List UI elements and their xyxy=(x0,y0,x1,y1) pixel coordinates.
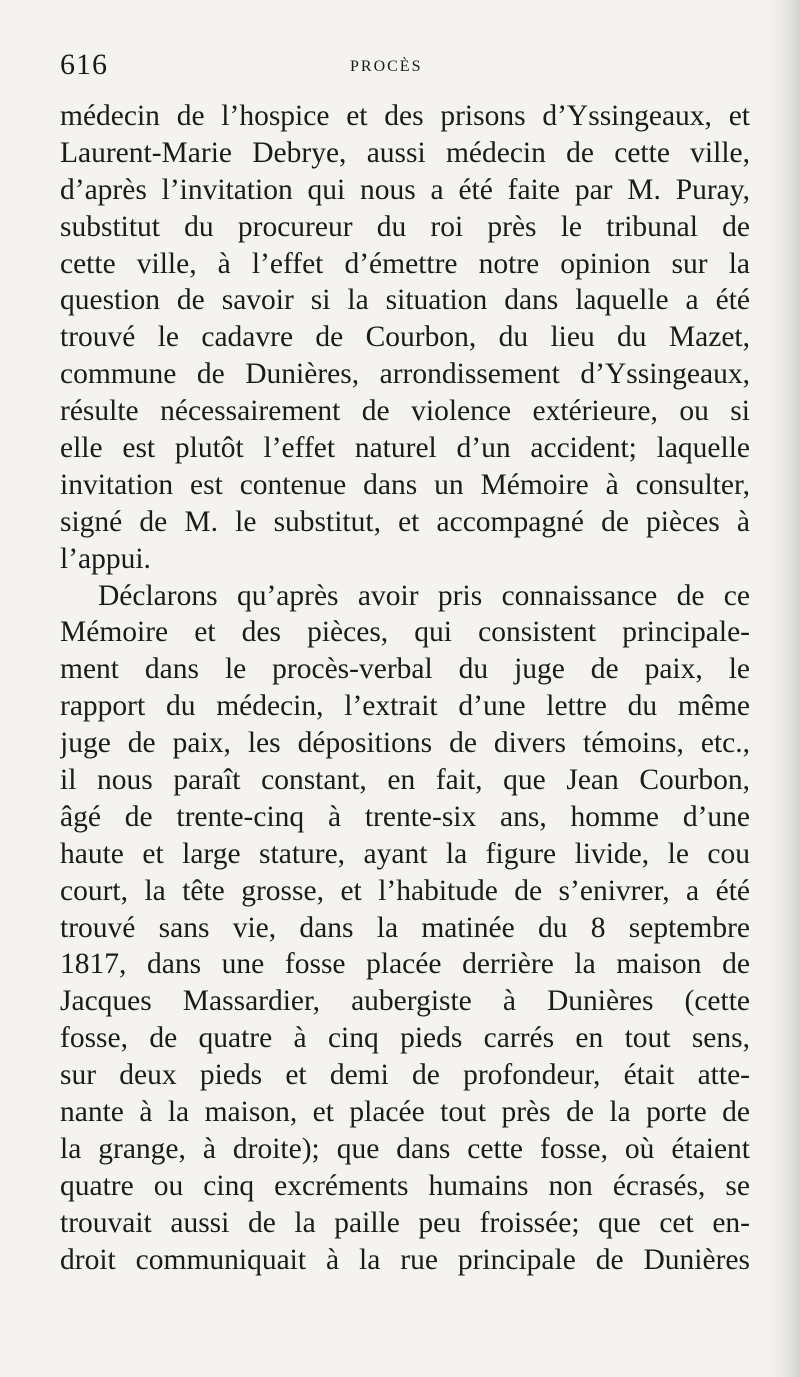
text-line: elle est plutôt l’effet naturel d’un accident; laquelle xyxy=(60,432,750,465)
text-line: il nous paraît constant, en fait, que Jean Courbon, xyxy=(60,764,750,797)
text-line: médecin de l’hospice et des prisons d’Yssingeaux, et xyxy=(60,100,750,132)
text-line: la grange, à droite); que dans cette fosse, où étaient xyxy=(60,1132,750,1165)
text-line: quatre ou cinq excréments humains non écrasés, se xyxy=(60,1169,750,1202)
text-line: Laurent-Marie Debrye, aussi médecin de cette ville, xyxy=(60,136,750,169)
body-text xyxy=(60,98,750,1279)
text-line: substitut du procureur du roi près le tribunal de xyxy=(60,210,750,243)
text-line: nante à la maison, et placée tout près de la porte de xyxy=(60,1096,750,1129)
text-line: 1817, dans une fosse placée derrière la maison de xyxy=(60,948,750,981)
text-line: résulte nécessairement de violence extérieure, ou si xyxy=(60,395,750,428)
text-line: ment dans le procès-verbal du juge de paix, le xyxy=(60,653,750,686)
text-line: cette ville, à l’effet d’émettre notre opinion sur la xyxy=(60,247,750,280)
text-line: invitation est contenue dans un Mémoire à consulter, xyxy=(60,468,750,501)
text-line: d’après l’invitation qui nous a été faite par M. Puray, xyxy=(60,173,750,206)
text-line: court, la tête grosse, et l’habitude de s’enivrer, a été xyxy=(60,874,750,907)
text-line: l’appui. xyxy=(60,542,151,575)
text-line: trouvait aussi de la paille peu froissée; que cet en- xyxy=(60,1206,750,1239)
text-line: rapport du médecin, l’extrait d’une lettre du même xyxy=(60,690,750,723)
text-line: question de savoir si la situation dans laquelle a été xyxy=(60,284,750,317)
text-line: âgé de trente-cinq à trente-six ans, homme d’une xyxy=(60,800,750,833)
gutter-shadow xyxy=(770,0,800,1377)
text-line: juge de paix, les dépositions de divers témoins, etc., xyxy=(60,727,750,760)
page-number: 616 xyxy=(60,48,108,81)
text-line: signé de M. le substitut, et accompagné de pièces à xyxy=(60,505,750,538)
text-line: trouvé le cadavre de Courbon, du lieu du Mazet, xyxy=(60,321,750,354)
page-header xyxy=(60,48,750,88)
text-line: Jacques Massardier, aubergiste à Dunières (cette xyxy=(60,985,750,1018)
text-line: Mémoire et des pièces, qui consistent principale- xyxy=(60,616,750,649)
text-line: commune de Dunières, arrondissement d’Yssingeaux, xyxy=(60,358,750,391)
text-line: trouvé sans vie, dans la matinée du 8 septembre xyxy=(60,911,750,944)
paragraph-start-line: Déclarons qu’après avoir pris connaissance de ce xyxy=(98,579,750,612)
text-line: droit communiquait à la rue principale de Dunières xyxy=(60,1243,750,1276)
text-line: haute et large stature, ayant la figure livide, le cou xyxy=(60,837,750,870)
running-head: PROCÈS xyxy=(350,58,423,75)
text-line: sur deux pieds et demi de profondeur, était atte- xyxy=(60,1059,750,1092)
text-line: fosse, de quatre à cinq pieds carrés en tout sens, xyxy=(60,1022,750,1055)
